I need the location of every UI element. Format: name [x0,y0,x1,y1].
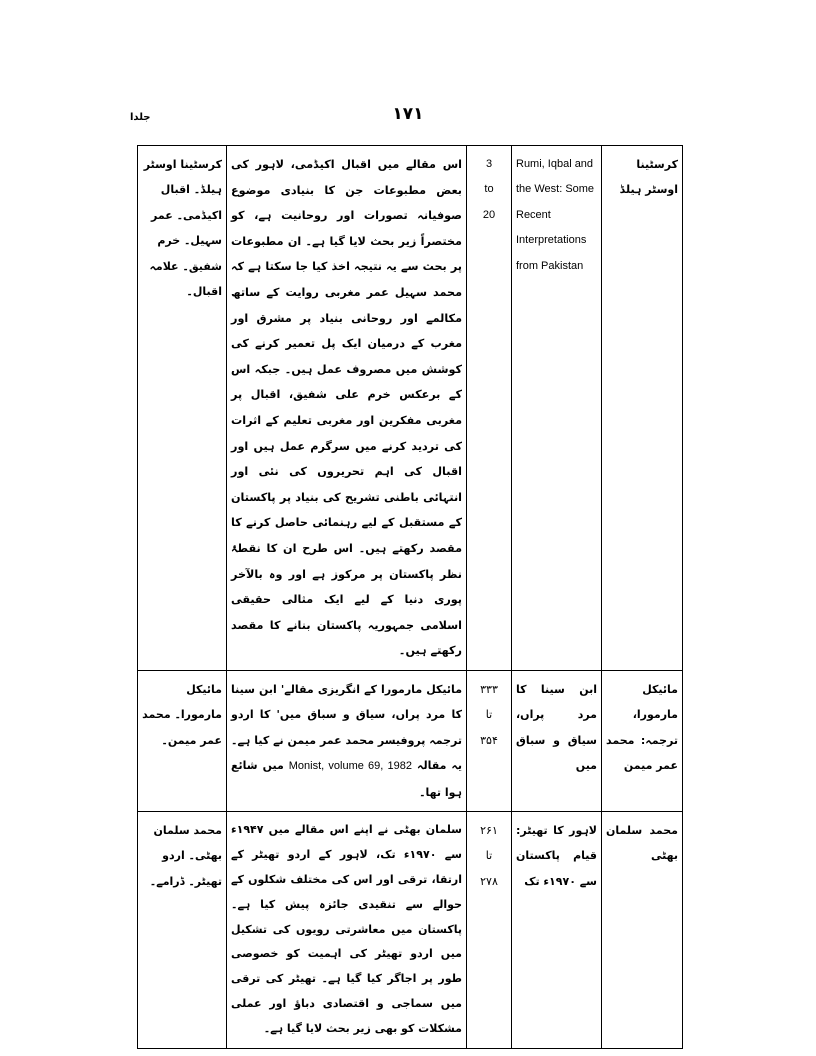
author-cell: محمد سلمان بھٹی [602,811,683,1048]
page-separator: تا [485,708,493,722]
index-table [137,145,683,1049]
page-start: ۳۳۳ [480,682,498,696]
keywords-cell: محمد سلمان بھٹی۔ اردو تھیٹر۔ ڈرامے۔ [138,811,227,1048]
page-number: ۱۷۱ [392,104,424,124]
title-cell: لاہور کا تھیٹر: قیام پاکستان سے ۱۹۷۰ء تک [512,811,602,1048]
author-cell: مائیکل مارمورا، ترجمہ: محمد عمر میمن [602,670,683,811]
pages-cell [467,811,512,1048]
summary-text-end: میں شائع ہوا تھا۔ [231,759,462,799]
table-row [138,146,683,671]
pages-cell [467,146,512,671]
table-row [138,670,683,811]
summary-cell: اس مقالے میں اقبال اکیڈمی، لاہور کی بعض مطبوعات جن کا بنیادی موضوع صوفیانہ تصورات اور روحانیت ہے، کو مختصراً زیر بحث لایا گیا ہے۔ ان مطبوعات پر بحث سے یہ نتیجہ اخذ کیا جا سکتا ہے کہ محمد سہیل عمر مغربی روایت کے ساتھ مکالمے اور روحانی بنیاد پر مشرق اور مغرب کے درمیان ایک پل تعمیر کرنے کی کوشش میں مصروف عمل ہیں۔ جبکہ اس کے برعکس خرم علی شفیق، اقبال پر مغربی مفکرین اور مغربی تعلیم کے اثرات کی تردید کرنے میں سرگرم عمل ہیں اور اقبال کی اہم تحریروں کی نئی اور انتہائی باطنی تشریح کی بنیاد پر پاکستان کے مستقبل کے لیے رہنمائی حاصل کرنے کا مقصد رکھتے ہیں۔ اس طرح ان کا نقطۂ نظر پاکستان پر مرکوز ہے اور وہ بالآخر پوری دنیا کے لیے ایک مثالی حقیقی اسلامی جمہوریہ پاکستان بنانے کا مقصد رکھتے ہیں۔ [227,146,467,671]
table-row [138,811,683,1048]
author-cell: کرسٹینا اوسٹر ہیلڈ [602,146,683,671]
summary-cell: سلمان بھٹی نے اپنے اس مقالے میں ۱۹۴۷ء سے ۱۹۷۰ء تک، لاہور کے اردو تھیٹر کے ارتقا، ترقی اور اس کی مختلف شکلوں کے حوالے سے تنقیدی جائزہ پیش کیا ہے۔ پاکستان میں معاشرتی رویوں کی تشکیل میں اردو تھیٹر کی اہمیت کو خصوصی طور پر اجاگر کیا گیا ہے۔ تھیٹر کی ترقی میں سماجی و اقتصادی دباؤ اور عملی مشکلات کو بھی زیر بحث لایا گیا ہے۔ [227,811,467,1048]
summary-cell [227,670,467,811]
running-header: جلدا [130,112,151,123]
page-separator: تا [485,849,493,863]
summary-text: مائیکل مارمورا کے انگریزی مقالے' ابن سینا کا مرد پراں، سیاق و سباق میں' کا اردو ترجمہ پروفیسر محمد عمر میمن نے کیا ہے۔ یہ مقالہ [231,682,462,773]
title-cell: ابن سینا کا مرد پراں، سیاق و سباق میں [512,670,602,811]
title-cell: Rumi, Iqbal and the West: Some Recent Interpretations from Pakistan [512,146,602,671]
page-start: ۲۶۱ [480,823,498,837]
page-end: ۲۷۸ [480,874,498,888]
page-separator: to [484,183,494,196]
page-start: 3 [485,158,493,170]
pages-cell [467,670,512,811]
page-end: 20 [482,208,496,221]
page-end: ۳۵۴ [480,733,498,747]
keywords-cell: مائیکل مارمورا۔ محمد عمر میمن۔ [138,670,227,811]
keywords-cell: کرسٹینا اوسٹر ہیلڈ۔ اقبال اکیڈمی۔ عمر سہیل۔ خرم شفیق۔ علامہ اقبال۔ [138,146,227,671]
journal-reference: Monist, volume 69, 1982 [288,760,413,773]
